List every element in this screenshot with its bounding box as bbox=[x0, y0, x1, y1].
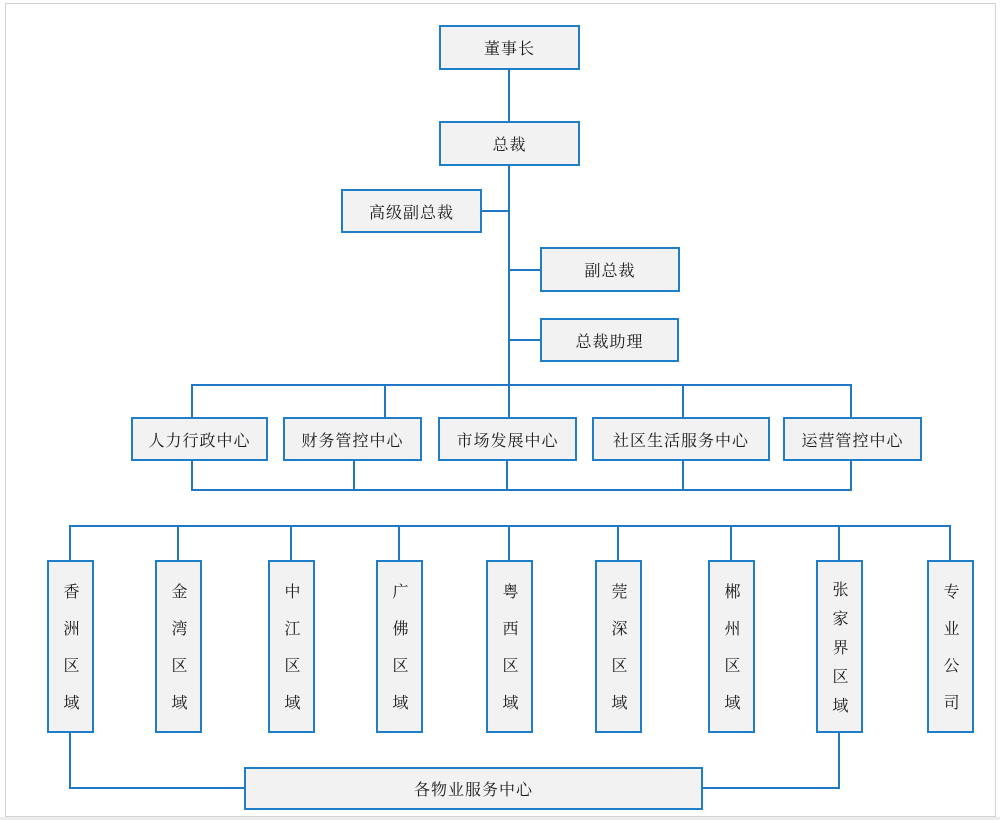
node-vice-president[interactable] bbox=[540, 247, 680, 292]
node-property-service-centers-label: 各物业服务中心 bbox=[413, 780, 533, 799]
connector-regions-line bbox=[69, 525, 951, 527]
node-region-jinwan[interactable] bbox=[155, 560, 202, 733]
connector-region2-stub bbox=[177, 525, 179, 560]
node-region-zhangjiajie-label: 张家界区域 bbox=[830, 580, 849, 726]
connector-chairman-president bbox=[508, 70, 510, 122]
node-professional-company-label: 专业公司 bbox=[941, 583, 960, 731]
connector-property-left bbox=[69, 787, 244, 789]
connector-center2-top-stub bbox=[384, 384, 386, 417]
connector-center1-top-stub bbox=[191, 384, 193, 417]
connector-centers-top-line bbox=[191, 384, 852, 386]
node-region-guanshen-label: 莞深区域 bbox=[609, 583, 628, 731]
node-center-finance-control-label: 财务管控中心 bbox=[301, 430, 404, 450]
node-center-community-life-service-label: 社区生活服务中心 bbox=[612, 430, 749, 450]
connector-region1-to-property bbox=[69, 733, 71, 789]
node-region-xiangzhou[interactable] bbox=[47, 560, 94, 733]
node-region-zhongjiang[interactable] bbox=[268, 560, 315, 733]
node-center-community-life-service[interactable] bbox=[592, 417, 770, 461]
connector-region5-stub bbox=[508, 525, 510, 560]
node-center-hr-admin[interactable] bbox=[131, 417, 268, 461]
connector-president-assistant bbox=[508, 339, 541, 341]
connector-center5-top-stub bbox=[850, 384, 852, 417]
node-center-market-development[interactable] bbox=[438, 417, 577, 461]
connector-region8-stub bbox=[838, 525, 840, 560]
connector-region8-to-property bbox=[838, 733, 840, 789]
connector-vp bbox=[508, 269, 541, 271]
node-center-operations-control-label: 运营管控中心 bbox=[801, 430, 904, 450]
node-region-jinwan-label: 金湾区域 bbox=[169, 583, 188, 731]
node-president-label: 总裁 bbox=[492, 135, 527, 154]
connector-center5-bottom-stub bbox=[850, 461, 852, 490]
connector-center4-bottom-stub bbox=[682, 461, 684, 490]
connector-region7-stub bbox=[730, 525, 732, 560]
node-region-chenzhou-label: 郴州区域 bbox=[722, 583, 741, 731]
node-chairman-label: 董事长 bbox=[483, 39, 535, 58]
node-chairman[interactable] bbox=[439, 25, 580, 70]
node-center-hr-admin-label: 人力行政中心 bbox=[148, 430, 251, 450]
node-region-guanshen[interactable] bbox=[595, 560, 642, 733]
node-center-finance-control[interactable] bbox=[283, 417, 422, 461]
node-president-assistant-label: 总裁助理 bbox=[575, 331, 644, 351]
node-senior-vice-president-label: 高级副总裁 bbox=[368, 202, 454, 222]
node-president[interactable] bbox=[439, 121, 580, 166]
connector-centers-bottom-line bbox=[191, 489, 852, 491]
connector-region1-stub bbox=[69, 525, 71, 560]
node-region-chenzhou[interactable] bbox=[708, 560, 755, 733]
node-center-market-development-label: 市场发展中心 bbox=[456, 430, 559, 450]
node-president-assistant[interactable] bbox=[540, 318, 679, 362]
node-region-xiangzhou-label: 香洲区域 bbox=[61, 583, 80, 731]
connector-region4-stub bbox=[398, 525, 400, 560]
connector-region3-stub bbox=[290, 525, 292, 560]
node-vice-president-label: 副总裁 bbox=[584, 261, 636, 280]
connector-senior-vp bbox=[481, 210, 509, 212]
connector-region9-stub bbox=[949, 525, 951, 560]
connector-property-right bbox=[703, 787, 840, 789]
node-senior-vice-president[interactable] bbox=[341, 189, 482, 233]
node-professional-company[interactable] bbox=[927, 560, 974, 733]
node-region-guangfo[interactable] bbox=[376, 560, 423, 733]
connector-center2-bottom-stub bbox=[353, 461, 355, 490]
node-region-guangfo-label: 广佛区域 bbox=[390, 583, 409, 731]
connector-center3-bottom-stub bbox=[506, 461, 508, 490]
node-region-zhangjiajie[interactable] bbox=[816, 560, 863, 733]
node-center-operations-control[interactable] bbox=[783, 417, 922, 461]
connector-center1-bottom-stub bbox=[191, 461, 193, 490]
node-region-yuexi[interactable] bbox=[486, 560, 533, 733]
node-property-service-centers[interactable] bbox=[244, 767, 703, 810]
connector-region6-stub bbox=[617, 525, 619, 560]
node-region-yuexi-label: 粤西区域 bbox=[500, 583, 519, 731]
node-region-zhongjiang-label: 中江区域 bbox=[282, 583, 301, 731]
connector-president-trunk bbox=[508, 166, 510, 417]
connector-center4-top-stub bbox=[682, 384, 684, 417]
